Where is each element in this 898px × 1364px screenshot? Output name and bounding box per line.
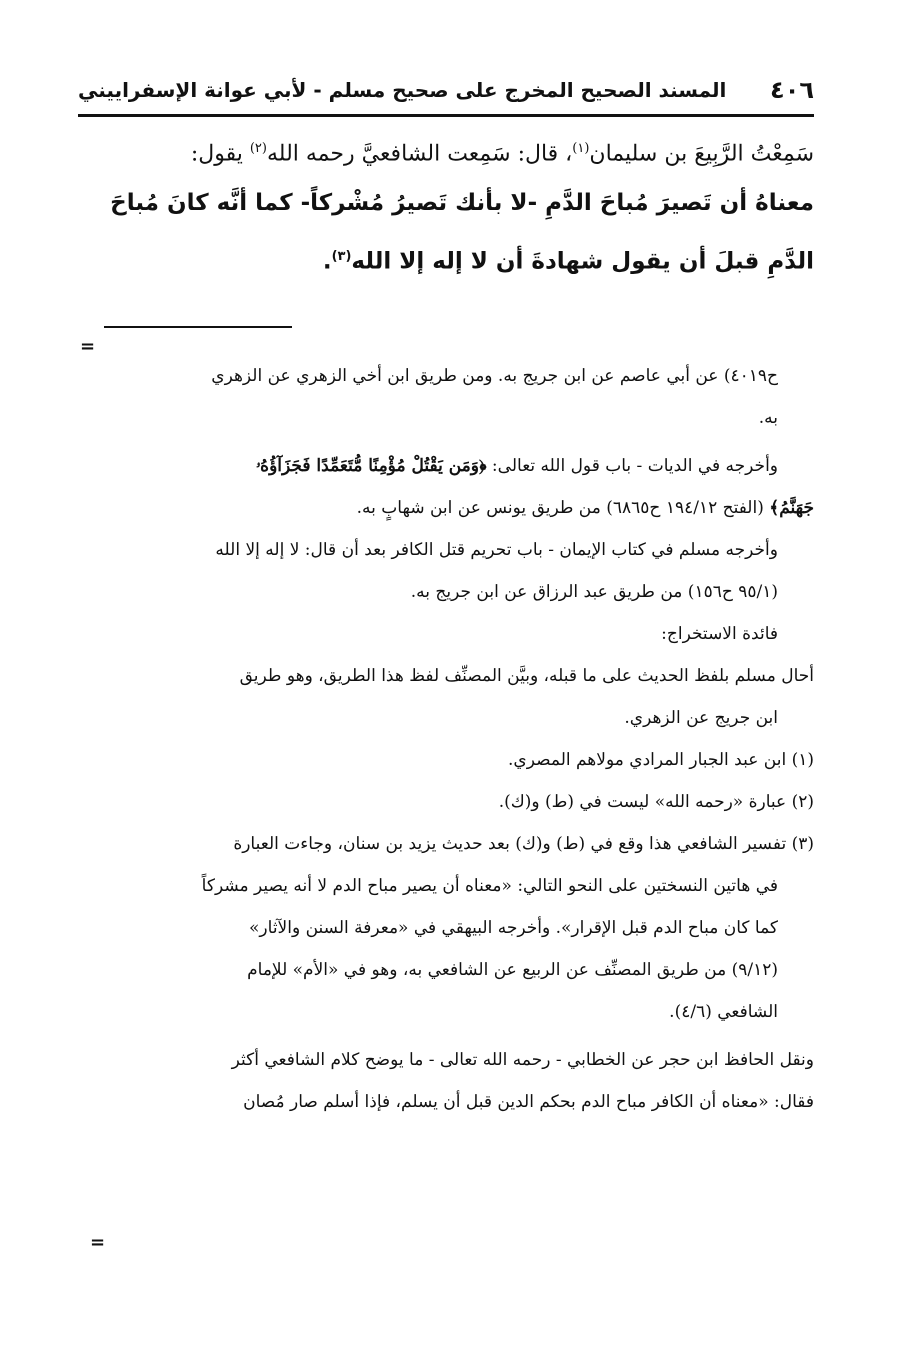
footnote-line: في هاتين النسختين على النحو التالي: «معناه أن يصير مباح الدم لا أنه يصير مشركاً [201,876,778,896]
main-text-segment: . [322,248,332,275]
main-line-2: معناهُ أن تَصيرَ مُباحَ الدَّمِ -لا بأنك تَصيرُ مُشْركاً- كما أنَّه كانَ مُباحَ [110,190,814,216]
continuation-mark-bottom: = [90,1232,106,1253]
main-text-segment: سَمِعْتُ الرَّبِيعَ بن سليمان [589,141,814,167]
footnote-line: فائدة الاستخراج: [661,624,778,644]
footnote-text: (الفتح ١٩٤/١٢ ح٦٨٦٥) من طريق يونس عن ابن شهابٍ به. [356,498,770,518]
header-rule [78,114,814,117]
page-header [78,68,814,112]
quran-verse: ﴿وَمَن يَقْتُلْ مُؤْمِنًا مُّتَعَمِّدًا فَجَزَآؤُهُۥ [255,456,487,476]
footnote-line: فقال: «معناه أن الكافر مباح الدم بحكم الدين قبل أن يسلم، فإذا أسلم صار مُصان [243,1092,814,1112]
main-text [74,122,814,284]
main-line-3 [74,230,814,284]
footnote-line: الشافعي (٤/٦). [669,1002,778,1022]
page-number: ٤٠٦ [770,76,814,104]
main-text-segment: الدَّمِ قبلَ أن يقول شهادةَ أن لا إله إلا الله [351,248,814,275]
footnote-line: (٩٥/١ ح١٥٦) من طريق عبد الرزاق عن ابن جريج به. [410,582,778,602]
footnotes [84,355,814,1123]
running-title: المسند الصحيح المخرج على صحيح مسلم - لأبي عوانة الإسفراييني [78,78,727,102]
footnote-line: (٩/١٢) من طريق المصنِّف عن الربيع عن الشافعي به، وهو في «الأم» للإمام [247,960,778,980]
footnote-line: أحال مسلم بلفظ الحديث على ما قبله، وبيَّن المصنِّف لفظ هذا الطريق، وهو طريق [239,666,814,686]
footnote-line: ونقل الحافظ ابن حجر عن الخطابي - رحمه الله تعالى - ما يوضح كلام الشافعي أكثر [231,1050,814,1070]
footnote-3: (٣) تفسير الشافعي هذا وقع في (ط) و(ك) بعد حديث يزيد بن سنان، وجاءت العبارة [233,834,814,854]
footnote-ref-3: (٣) [331,249,352,264]
main-line-1 [74,122,814,176]
main-text-segment: ، قال: سَمِعت الشافعيَّ رحمه الله [266,141,573,167]
footnote-line: به. [758,408,778,428]
continuation-mark-top: = [80,336,96,357]
footnote-1: (١) ابن عبد الجبار المرادي مولاهم المصري. [508,750,814,770]
footnote-line: ابن جريج عن الزهري. [624,708,778,728]
footnote-2: (٢) عبارة «رحمه الله» ليست في (ط) و(ك). [498,792,814,812]
main-text-segment: يقول: [190,141,250,167]
footnote-ref-2: (٢) [249,141,267,156]
footnote-line: كما كان مباح الدم قبل الإقرار». وأخرجه البيهقي في «معرفة السنن والآثار» [249,918,778,938]
footnote-separator [104,326,292,328]
footnote-line: ح٤٠١٩) عن أبي عاصم عن ابن جريج به. ومن طريق ابن أخي الزهري عن الزهري [211,366,778,386]
footnote-line [84,445,814,487]
footnote-ref-1: (١) [572,141,590,156]
footnote-line [84,487,814,529]
footnote-line: وأخرجه مسلم في كتاب الإيمان - باب تحريم قتل الكافر بعد أن قال: لا إله إلا الله [215,540,778,560]
quran-verse: جَهَنَّمُ﴾ [769,498,814,518]
footnote-text: وأخرجه في الديات - باب قول الله تعالى: [486,456,778,476]
